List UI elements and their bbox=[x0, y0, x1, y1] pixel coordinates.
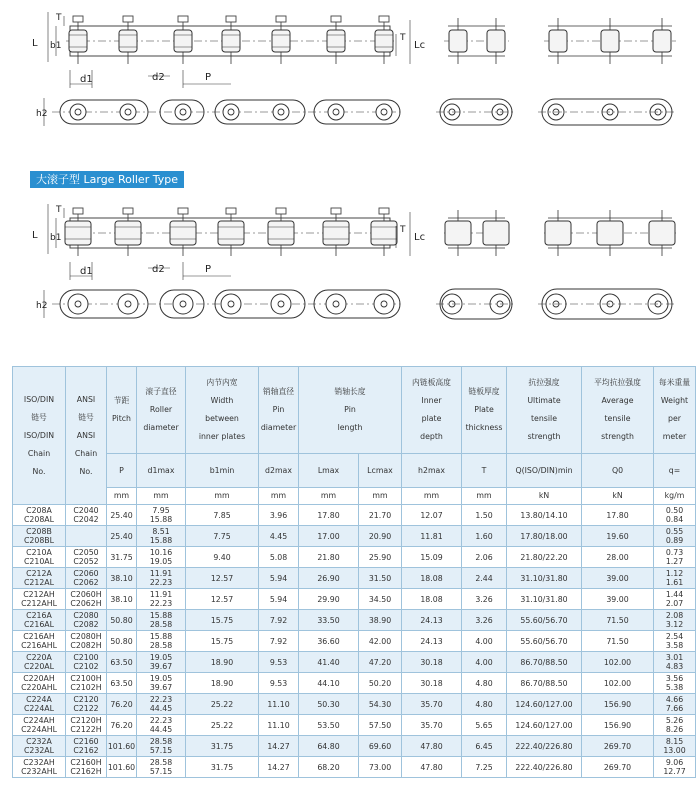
table-row bbox=[13, 757, 696, 778]
cell-pin-diameter: 7.92 bbox=[259, 631, 299, 652]
unit-cell: mm bbox=[137, 488, 186, 505]
cell-roller: 19.05 39.67 bbox=[137, 652, 186, 673]
cell-average: 156.90 bbox=[582, 715, 654, 736]
cell-average: 102.00 bbox=[582, 673, 654, 694]
cell-iso: C232A C232AL bbox=[13, 736, 66, 757]
cell-average: 71.50 bbox=[582, 631, 654, 652]
cell-width: 31.75 bbox=[186, 757, 259, 778]
cell-iso: C220A C220AL bbox=[13, 652, 66, 673]
cell-ultimate: 55.60/56.70 bbox=[507, 631, 582, 652]
cell-plate-depth: 11.81 bbox=[402, 526, 462, 547]
unit-cell: mm bbox=[186, 488, 259, 505]
cell-thickness: 5.65 bbox=[462, 715, 507, 736]
col-header-plate-depth: 内链板高度 Inner plate depth bbox=[402, 367, 462, 454]
cell-pitch: 63.50 bbox=[107, 652, 137, 673]
cell-pin-length: 53.50 bbox=[299, 715, 359, 736]
cell-pin-length: 33.50 bbox=[299, 610, 359, 631]
dim-label-T: T bbox=[400, 33, 406, 43]
cell-pitch: 25.40 bbox=[107, 526, 137, 547]
sym-b1: b1min bbox=[186, 454, 259, 488]
cell-pin-diameter: 14.27 bbox=[259, 736, 299, 757]
cell-ansi: C2040 C2042 bbox=[66, 505, 107, 526]
cell-plate-depth: 35.70 bbox=[402, 694, 462, 715]
cell-pin-diameter: 9.53 bbox=[259, 652, 299, 673]
cell-ultimate: 86.70/88.50 bbox=[507, 652, 582, 673]
cell-pin-diameter: 5.94 bbox=[259, 568, 299, 589]
cell-pin-length-lc: 25.90 bbox=[359, 547, 402, 568]
cell-weight: 0.73 1.27 bbox=[654, 547, 696, 568]
sym-t: T bbox=[462, 454, 507, 488]
cell-pin-diameter: 14.27 bbox=[259, 757, 299, 778]
unit-cell: kN bbox=[582, 488, 654, 505]
cell-pitch: 76.20 bbox=[107, 694, 137, 715]
cell-ultimate: 21.80/22.20 bbox=[507, 547, 582, 568]
sym-h2: h2max bbox=[402, 454, 462, 488]
cell-thickness: 3.26 bbox=[462, 610, 507, 631]
cell-roller: 19.05 39.67 bbox=[137, 673, 186, 694]
dim-label-P: P bbox=[205, 264, 212, 275]
cell-ansi: C2160 C2162 bbox=[66, 736, 107, 757]
cell-weight: 0.55 0.89 bbox=[654, 526, 696, 547]
cell-weight: 2.54 3.58 bbox=[654, 631, 696, 652]
cell-roller: 15.88 28.58 bbox=[137, 631, 186, 652]
table-row bbox=[13, 526, 696, 547]
cell-ansi: C2060H C2062H bbox=[66, 589, 107, 610]
cell-ansi: C2100 C2102 bbox=[66, 652, 107, 673]
cell-pitch: 101.60 bbox=[107, 757, 137, 778]
cell-weight: 3.01 4.83 bbox=[654, 652, 696, 673]
cell-ultimate: 13.80/14.10 bbox=[507, 505, 582, 526]
cell-roller: 15.88 28.58 bbox=[137, 610, 186, 631]
cell-thickness: 4.00 bbox=[462, 652, 507, 673]
unit-cell: mm bbox=[299, 488, 359, 505]
cell-average: 71.50 bbox=[582, 610, 654, 631]
dim-label-P: P bbox=[205, 72, 212, 83]
table-row bbox=[13, 505, 696, 526]
cell-iso: C212A C212AL bbox=[13, 568, 66, 589]
table-row bbox=[13, 694, 696, 715]
cell-pin-length-lc: 20.90 bbox=[359, 526, 402, 547]
cell-iso: C208A C208AL bbox=[13, 505, 66, 526]
cell-average: 156.90 bbox=[582, 694, 654, 715]
chain-spec-table bbox=[12, 366, 696, 778]
cell-pin-diameter: 9.53 bbox=[259, 673, 299, 694]
cell-pin-length-lc: 31.50 bbox=[359, 568, 402, 589]
cell-pin-diameter: 5.94 bbox=[259, 589, 299, 610]
cell-pin-length-lc: 69.60 bbox=[359, 736, 402, 757]
cell-pin-length: 29.90 bbox=[299, 589, 359, 610]
cell-thickness: 4.00 bbox=[462, 631, 507, 652]
table-row bbox=[13, 736, 696, 757]
cell-thickness: 1.60 bbox=[462, 526, 507, 547]
cell-iso: C212AH C212AHL bbox=[13, 589, 66, 610]
cell-pin-diameter: 7.92 bbox=[259, 610, 299, 631]
cell-pin-length-lc: 38.90 bbox=[359, 610, 402, 631]
cell-plate-depth: 18.08 bbox=[402, 589, 462, 610]
dim-label-d2: d2 bbox=[152, 264, 165, 275]
cell-pitch: 50.80 bbox=[107, 610, 137, 631]
dim-label-L: L bbox=[32, 230, 38, 241]
cell-plate-depth: 24.13 bbox=[402, 631, 462, 652]
cell-weight: 2.08 3.12 bbox=[654, 610, 696, 631]
table-row bbox=[13, 631, 696, 652]
dim-label-b1: b1 bbox=[50, 41, 62, 51]
unit-cell: mm bbox=[359, 488, 402, 505]
cell-plate-depth: 30.18 bbox=[402, 652, 462, 673]
cell-iso: C210A C210AL bbox=[13, 547, 66, 568]
col-header-average: 平均抗拉强度 Average tensile strength bbox=[582, 367, 654, 454]
table-row bbox=[13, 610, 696, 631]
cell-weight: 8.15 13.00 bbox=[654, 736, 696, 757]
cell-plate-depth: 18.08 bbox=[402, 568, 462, 589]
cell-pin-length: 21.80 bbox=[299, 547, 359, 568]
unit-cell: mm bbox=[107, 488, 137, 505]
table-row bbox=[13, 547, 696, 568]
cell-roller: 11.91 22.23 bbox=[137, 589, 186, 610]
cell-width: 12.57 bbox=[186, 589, 259, 610]
cell-thickness: 4.80 bbox=[462, 673, 507, 694]
cell-pin-length-lc: 47.20 bbox=[359, 652, 402, 673]
dim-label-d1: d1 bbox=[80, 266, 93, 277]
col-header-width: 内节内宽 Width between inner plates bbox=[186, 367, 259, 454]
dim-label-h2: h2 bbox=[36, 109, 48, 119]
table-row bbox=[13, 715, 696, 736]
cell-weight: 9.06 12.77 bbox=[654, 757, 696, 778]
cell-ansi: C2080 C2082 bbox=[66, 610, 107, 631]
col-header-pin-diameter: 销轴直径 Pin diameter bbox=[259, 367, 299, 454]
cell-pin-length-lc: 50.20 bbox=[359, 673, 402, 694]
section-title: 大滚子型 Large Roller Type bbox=[30, 171, 184, 188]
dim-label-h2: h2 bbox=[36, 301, 48, 311]
cell-ansi: C2120H C2122H bbox=[66, 715, 107, 736]
cell-ultimate: 124.60/127.00 bbox=[507, 694, 582, 715]
cell-ultimate: 124.60/127.00 bbox=[507, 715, 582, 736]
unit-cell: mm bbox=[462, 488, 507, 505]
cell-iso: C232AH C232AHL bbox=[13, 757, 66, 778]
cell-plate-depth: 47.80 bbox=[402, 736, 462, 757]
col-header-pitch: 节距 Pitch bbox=[107, 367, 137, 454]
cell-roller: 22.23 44.45 bbox=[137, 694, 186, 715]
sym-weight: q= bbox=[654, 454, 696, 488]
cell-ansi: C2080H C2082H bbox=[66, 631, 107, 652]
cell-weight: 4.66 7.66 bbox=[654, 694, 696, 715]
col-header-roller: 滚子直径 Roller diameter bbox=[137, 367, 186, 454]
cell-pin-diameter: 11.10 bbox=[259, 694, 299, 715]
dim-label-T: T bbox=[400, 225, 406, 235]
cell-width: 15.75 bbox=[186, 610, 259, 631]
cell-plate-depth: 12.07 bbox=[402, 505, 462, 526]
cell-pin-length-lc: 73.00 bbox=[359, 757, 402, 778]
cell-width: 7.85 bbox=[186, 505, 259, 526]
cell-ultimate: 222.40/226.80 bbox=[507, 736, 582, 757]
sym-l: Lmax bbox=[299, 454, 359, 488]
cell-weight: 1.12 1.61 bbox=[654, 568, 696, 589]
cell-ultimate: 31.10/31.80 bbox=[507, 589, 582, 610]
cell-width: 18.90 bbox=[186, 652, 259, 673]
cell-width: 25.22 bbox=[186, 715, 259, 736]
dim-label-b1: b1 bbox=[50, 233, 62, 243]
dim-label-d1: d1 bbox=[80, 74, 93, 85]
unit-cell: kN bbox=[507, 488, 582, 505]
cell-pitch: 25.40 bbox=[107, 505, 137, 526]
cell-thickness: 7.25 bbox=[462, 757, 507, 778]
cell-thickness: 2.44 bbox=[462, 568, 507, 589]
cell-pin-length-lc: 34.50 bbox=[359, 589, 402, 610]
cell-pin-diameter: 3.96 bbox=[259, 505, 299, 526]
dim-label-L: L bbox=[32, 38, 38, 49]
cell-roller: 7.95 15.88 bbox=[137, 505, 186, 526]
cell-average: 269.70 bbox=[582, 736, 654, 757]
cell-roller: 28.58 57.15 bbox=[137, 757, 186, 778]
cell-ansi: C2160H C2162H bbox=[66, 757, 107, 778]
cell-width: 12.57 bbox=[186, 568, 259, 589]
cell-width: 15.75 bbox=[186, 631, 259, 652]
cell-weight: 5.26 8.26 bbox=[654, 715, 696, 736]
unit-cell: kg/m bbox=[654, 488, 696, 505]
cell-pin-length: 41.40 bbox=[299, 652, 359, 673]
cell-average: 269.70 bbox=[582, 757, 654, 778]
cell-pitch: 76.20 bbox=[107, 715, 137, 736]
cell-weight: 3.56 5.38 bbox=[654, 673, 696, 694]
cell-thickness: 3.26 bbox=[462, 589, 507, 610]
cell-iso: C224A C224AL bbox=[13, 694, 66, 715]
cell-plate-depth: 47.80 bbox=[402, 757, 462, 778]
cell-pitch: 31.75 bbox=[107, 547, 137, 568]
sym-q0: Q0 bbox=[582, 454, 654, 488]
cell-width: 31.75 bbox=[186, 736, 259, 757]
cell-weight: 1.44 2.07 bbox=[654, 589, 696, 610]
table-row bbox=[13, 589, 696, 610]
cell-pin-diameter: 11.10 bbox=[259, 715, 299, 736]
cell-width: 7.75 bbox=[186, 526, 259, 547]
cell-average: 39.00 bbox=[582, 568, 654, 589]
dim-label-Lc: Lc bbox=[414, 232, 426, 243]
cell-plate-depth: 15.09 bbox=[402, 547, 462, 568]
cell-average: 19.60 bbox=[582, 526, 654, 547]
cell-ansi: C2120 C2122 bbox=[66, 694, 107, 715]
dim-label-Lc: Lc bbox=[414, 40, 426, 51]
cell-plate-depth: 24.13 bbox=[402, 610, 462, 631]
cell-ultimate: 55.60/56.70 bbox=[507, 610, 582, 631]
cell-roller: 10.16 19.05 bbox=[137, 547, 186, 568]
cell-ultimate: 222.40/226.80 bbox=[507, 757, 582, 778]
cell-pitch: 101.60 bbox=[107, 736, 137, 757]
cell-pitch: 38.10 bbox=[107, 589, 137, 610]
sym-d1: d1max bbox=[137, 454, 186, 488]
cell-thickness: 4.80 bbox=[462, 694, 507, 715]
unit-cell: mm bbox=[259, 488, 299, 505]
cell-weight: 0.50 0.84 bbox=[654, 505, 696, 526]
cell-pitch: 50.80 bbox=[107, 631, 137, 652]
cell-iso: C224AH C224AHL bbox=[13, 715, 66, 736]
dim-label-T: T bbox=[56, 13, 62, 23]
cell-pin-length: 64.80 bbox=[299, 736, 359, 757]
cell-pitch: 38.10 bbox=[107, 568, 137, 589]
cell-iso: C220AH C220AHL bbox=[13, 673, 66, 694]
col-header-ultimate: 抗拉强度 Ultimate tensile strength bbox=[507, 367, 582, 454]
cell-roller: 28.58 57.15 bbox=[137, 736, 186, 757]
col-header-pin-length: 销轴长度 Pin length bbox=[299, 367, 402, 454]
cell-pin-length: 36.60 bbox=[299, 631, 359, 652]
cell-iso: C216AH C216AHL bbox=[13, 631, 66, 652]
sym-lc: Lcmax bbox=[359, 454, 402, 488]
cell-average: 39.00 bbox=[582, 589, 654, 610]
cell-average: 102.00 bbox=[582, 652, 654, 673]
large-roller-drawings bbox=[32, 204, 676, 319]
cell-plate-depth: 35.70 bbox=[402, 715, 462, 736]
cell-average: 28.00 bbox=[582, 547, 654, 568]
cell-iso: C208B C208BL bbox=[13, 526, 66, 547]
cell-thickness: 1.50 bbox=[462, 505, 507, 526]
cell-pin-diameter: 5.08 bbox=[259, 547, 299, 568]
dim-label-T: T bbox=[56, 205, 62, 215]
cell-thickness: 2.06 bbox=[462, 547, 507, 568]
cell-ultimate: 17.80/18.00 bbox=[507, 526, 582, 547]
table-row bbox=[13, 568, 696, 589]
cell-width: 25.22 bbox=[186, 694, 259, 715]
unit-cell: mm bbox=[402, 488, 462, 505]
col-header-thickness: 链板厚度 Plate thickness bbox=[462, 367, 507, 454]
cell-width: 18.90 bbox=[186, 673, 259, 694]
cell-ansi: C2060 C2062 bbox=[66, 568, 107, 589]
cell-pin-length: 50.30 bbox=[299, 694, 359, 715]
cell-ansi: C2100H C2102H bbox=[66, 673, 107, 694]
cell-ultimate: 31.10/31.80 bbox=[507, 568, 582, 589]
dim-label-d2: d2 bbox=[152, 72, 165, 83]
sym-d2: d2max bbox=[259, 454, 299, 488]
col-header-weight: 每米重量 Weight per meter bbox=[654, 367, 696, 454]
cell-pin-length: 17.80 bbox=[299, 505, 359, 526]
cell-pin-length: 26.90 bbox=[299, 568, 359, 589]
cell-width: 9.40 bbox=[186, 547, 259, 568]
cell-iso: C216A C216AL bbox=[13, 610, 66, 631]
cell-average: 17.80 bbox=[582, 505, 654, 526]
cell-roller: 22.23 44.45 bbox=[137, 715, 186, 736]
cell-ansi bbox=[66, 526, 107, 547]
cell-pin-length-lc: 54.30 bbox=[359, 694, 402, 715]
cell-plate-depth: 30.18 bbox=[402, 673, 462, 694]
cell-roller: 8.51 15.88 bbox=[137, 526, 186, 547]
standard-roller-drawings bbox=[32, 12, 676, 126]
cell-pin-length-lc: 42.00 bbox=[359, 631, 402, 652]
cell-ultimate: 86.70/88.50 bbox=[507, 673, 582, 694]
cell-pin-length-lc: 57.50 bbox=[359, 715, 402, 736]
cell-pin-length: 68.20 bbox=[299, 757, 359, 778]
sym-p: P bbox=[107, 454, 137, 488]
cell-pin-length: 44.10 bbox=[299, 673, 359, 694]
col-header-iso: ISO/DIN 链号 ISO/DIN Chain No. bbox=[13, 367, 66, 505]
col-header-ansi: ANSI 链号 ANSI Chain No. bbox=[66, 367, 107, 505]
table-row bbox=[13, 673, 696, 694]
table-row bbox=[13, 652, 696, 673]
sym-q: Q(ISO/DIN)min bbox=[507, 454, 582, 488]
cell-ansi: C2050 C2052 bbox=[66, 547, 107, 568]
cell-pin-length-lc: 21.70 bbox=[359, 505, 402, 526]
cell-pitch: 63.50 bbox=[107, 673, 137, 694]
cell-thickness: 6.45 bbox=[462, 736, 507, 757]
cell-roller: 11.91 22.23 bbox=[137, 568, 186, 589]
cell-pin-length: 17.00 bbox=[299, 526, 359, 547]
cell-pin-diameter: 4.45 bbox=[259, 526, 299, 547]
spec-table-body bbox=[13, 505, 696, 778]
